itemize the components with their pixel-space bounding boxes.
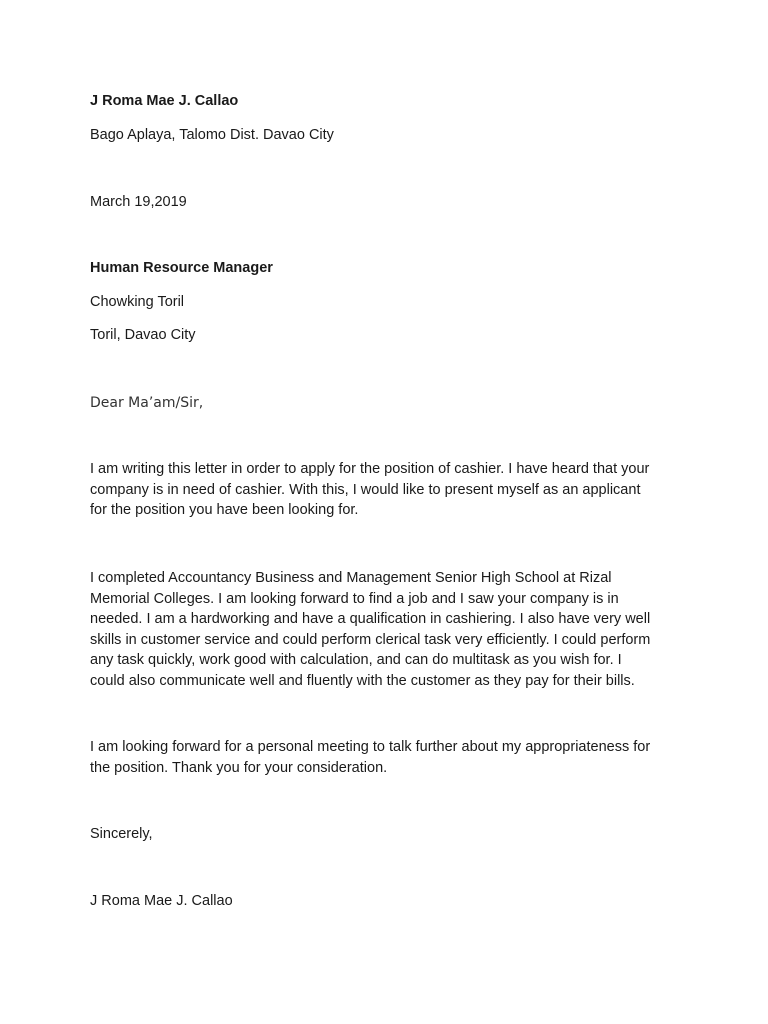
recipient-company: Chowking Toril xyxy=(90,294,185,310)
sender-address: Bago Aplaya, Talomo Dist. Davao City xyxy=(90,127,334,143)
paragraph-line: company is in need of cashier. With this, I would like to present myself as an applicant xyxy=(90,481,641,498)
letter-date: March 19,2019 xyxy=(90,194,187,210)
paragraph-line: Memorial Colleges. I am looking forward to find a job and I saw your company is in xyxy=(90,590,619,607)
signature-name: J Roma Mae J. Callao xyxy=(90,893,233,909)
closing: Sincerely, xyxy=(90,826,153,842)
body-paragraph-2 xyxy=(90,568,690,691)
recipient-title: Human Resource Manager xyxy=(90,260,273,276)
paragraph-line: for the position you have been looking for. xyxy=(90,502,359,518)
paragraph-line: could also communicate well and fluently with the customer as they pay for their bills. xyxy=(90,672,635,689)
recipient-address: Toril, Davao City xyxy=(90,327,196,343)
paragraph-line: any task quickly, work good with calculation, and can do multitask as you wish for. I xyxy=(90,652,622,668)
salutation: Dear Ma’am/Sir, xyxy=(90,395,204,411)
sender-name: J Roma Mae J. Callao xyxy=(90,93,239,109)
paragraph-line: needed. I am a hardworking and have a qualification in cashiering. I also have very well xyxy=(90,611,651,627)
paragraph-line: skills in customer service and could perform clerical task very efficiently. I could perform xyxy=(90,631,651,648)
body-paragraph-1 xyxy=(90,459,690,521)
paragraph-line: I am looking forward for a personal meeting to talk further about my appropriateness for xyxy=(90,739,651,755)
paragraph-line: I completed Accountancy Business and Management Senior High School at Rizal xyxy=(90,570,612,586)
paragraph-line: the position. Thank you for your consideration. xyxy=(90,759,388,776)
paragraph-line: I am writing this letter in order to apply for the position of cashier. I have heard that your xyxy=(90,461,650,477)
body-paragraph-3 xyxy=(90,737,690,778)
